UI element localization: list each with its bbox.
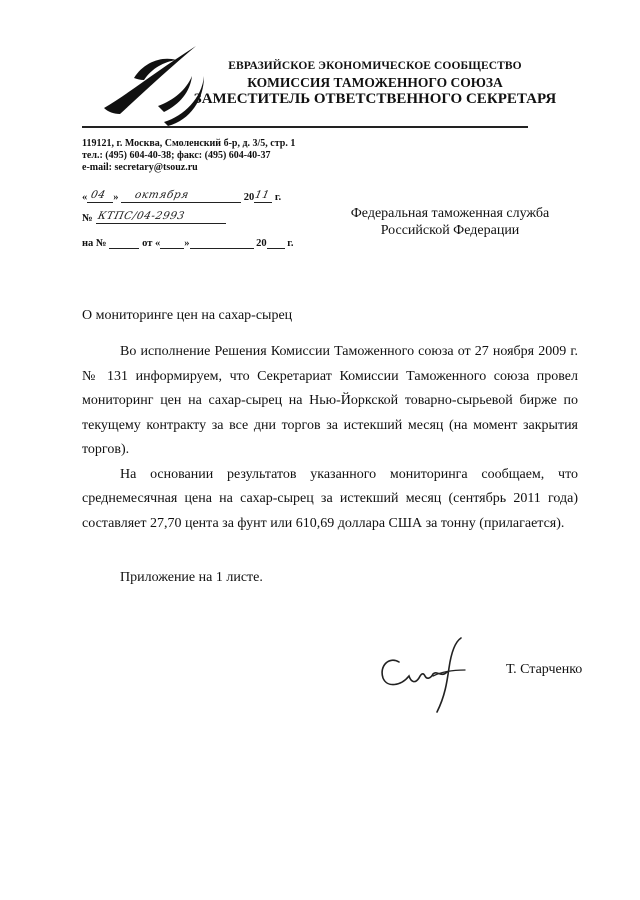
year-handwritten: 11 bbox=[253, 189, 272, 201]
ref-year-prefix: 20 bbox=[256, 238, 267, 249]
addressee-line-1: Федеральная таможенная служба bbox=[350, 206, 550, 221]
date-open-quote: « bbox=[82, 192, 88, 203]
ref-year-field bbox=[267, 236, 285, 249]
year-field bbox=[254, 190, 272, 203]
ref-day-field bbox=[160, 236, 184, 249]
org-line-1: ЕВРАЗИЙСКОЕ ЭКОНОМИЧЕСКОЕ СООБЩЕСТВО bbox=[228, 60, 522, 72]
body-paragraph-2: На основании результатов указанного мониторинга сообщаем, что среднемесячная цена на сахар-сырец за истекший месяц (сентябрь 2011 года) составляет 27,70 цента за фунт или 610,69 доллара США за тонну (прилагается). bbox=[82, 466, 578, 531]
phone-fax: тел.: (495) 604-40-38; факс: (495) 604-40-37 bbox=[82, 150, 271, 161]
letter-subject: О мониторинге цен на сахар-сырец bbox=[82, 308, 293, 323]
number-label: № bbox=[82, 213, 93, 224]
letter-body bbox=[82, 340, 578, 536]
ref-month-field bbox=[190, 236, 254, 249]
ref-year-unit: г. bbox=[287, 238, 294, 249]
date-month-field bbox=[121, 190, 241, 203]
addressee-block bbox=[330, 205, 570, 239]
org-line-3: ЗАМЕСТИТЕЛЬ ОТВЕТСТВЕННОГО СЕКРЕТАРЯ bbox=[193, 91, 557, 107]
year-prefix: 20 bbox=[243, 192, 255, 203]
date-day-handwritten: 04 bbox=[89, 189, 108, 201]
ref-number-field bbox=[109, 236, 139, 249]
appendix-note: Приложение на 1 листе. bbox=[120, 570, 263, 585]
body-paragraph-1: Во исполнение Решения Комиссии Таможенного союза от 27 ноября 2009 г. № 131 информируем, что Секретариат Комиссии Таможенного союза провел мониторинг цен на сахар-сырец на Нью-Йоркской товарно-сырьевой бирже по текущему контракту за все дни торгов за истекший месяц (на момент закрытия торгов). bbox=[82, 344, 578, 457]
number-handwritten: КТПС/04-2993 bbox=[96, 210, 186, 222]
ref-from-label: от « bbox=[142, 238, 161, 249]
signer-name: Т. Старченко bbox=[506, 662, 583, 677]
postal-address: 119121, г. Москва, Смоленский б-р, д. 3/5, стр. 1 bbox=[82, 138, 296, 149]
number-field bbox=[96, 211, 226, 224]
ref-close-quote: » bbox=[184, 238, 190, 249]
header-divider bbox=[82, 126, 528, 128]
handwritten-signature bbox=[375, 632, 470, 714]
org-line-2: КОМИССИЯ ТАМОЖЕННОГО СОЮЗА bbox=[247, 75, 503, 90]
addressee-line-2: Российской Федерации bbox=[380, 223, 520, 238]
reference-row bbox=[82, 236, 293, 249]
date-month-handwritten: октября bbox=[133, 189, 191, 201]
year-unit: г. bbox=[274, 192, 282, 203]
date-close-quote: » bbox=[113, 192, 119, 203]
email: e-mail: secretary@tsouz.ru bbox=[82, 162, 198, 173]
number-row bbox=[82, 211, 226, 224]
ref-label: на № bbox=[82, 238, 107, 249]
date-row bbox=[82, 190, 281, 203]
date-day-field bbox=[87, 190, 113, 203]
